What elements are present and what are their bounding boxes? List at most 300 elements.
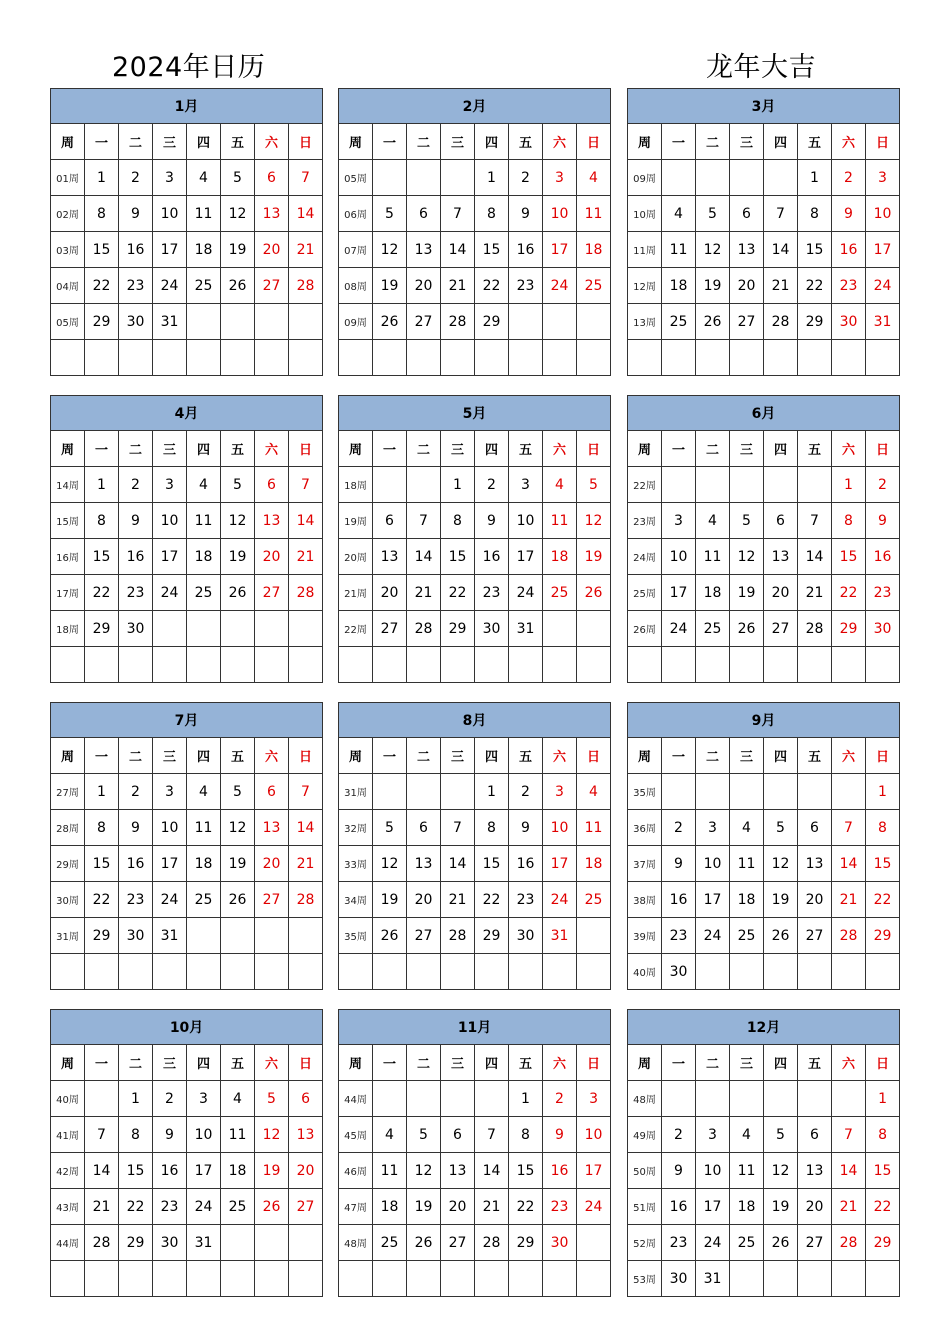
weekday-header: 六: [543, 1045, 577, 1081]
weekday-header: 三: [730, 431, 764, 467]
day-cell: 21: [85, 1189, 119, 1225]
day-cell: 13: [373, 539, 407, 575]
month-calendar: [627, 395, 899, 684]
day-cell: 24: [153, 575, 187, 611]
month-header: 2月: [339, 89, 611, 124]
week-row: [339, 196, 611, 232]
day-cell: 16: [119, 539, 153, 575]
day-cell: 16: [662, 882, 696, 918]
month-header: 5月: [339, 396, 611, 431]
day-cell: [866, 340, 900, 376]
week-row: [339, 846, 611, 882]
week-number-header: 周: [51, 124, 85, 160]
week-row: [628, 1261, 900, 1297]
day-cell: [407, 647, 441, 683]
week-number: 15周: [51, 503, 85, 539]
day-cell: 20: [798, 1189, 832, 1225]
week-number: 18周: [51, 611, 85, 647]
day-cell: 12: [373, 846, 407, 882]
day-cell: 10: [662, 539, 696, 575]
day-cell: 13: [730, 232, 764, 268]
day-cell: 15: [85, 846, 119, 882]
day-cell: [187, 304, 221, 340]
day-cell: 29: [798, 304, 832, 340]
day-cell: 16: [832, 232, 866, 268]
day-cell: [543, 304, 577, 340]
day-cell: [221, 304, 255, 340]
day-cell: [730, 1261, 764, 1297]
day-cell: 21: [832, 882, 866, 918]
week-number: 36周: [628, 810, 662, 846]
weekday-header: 二: [119, 1045, 153, 1081]
week-row: [339, 1081, 611, 1117]
day-cell: 9: [509, 196, 543, 232]
weekday-header: 二: [407, 1045, 441, 1081]
day-cell: 8: [798, 196, 832, 232]
day-cell: [696, 340, 730, 376]
day-cell: 7: [289, 467, 323, 503]
day-cell: 3: [509, 467, 543, 503]
day-cell: 9: [119, 503, 153, 539]
day-cell: 13: [255, 196, 289, 232]
day-cell: 10: [696, 846, 730, 882]
day-cell: 27: [373, 611, 407, 647]
day-cell: 14: [289, 810, 323, 846]
week-row: [339, 232, 611, 268]
day-cell: 22: [509, 1189, 543, 1225]
day-cell: 4: [187, 467, 221, 503]
week-number: 40周: [51, 1081, 85, 1117]
week-row: [339, 1261, 611, 1297]
day-cell: 8: [441, 503, 475, 539]
weekday-header: 三: [730, 738, 764, 774]
week-row: [51, 810, 323, 846]
week-row: [51, 539, 323, 575]
day-cell: [475, 954, 509, 990]
day-cell: 11: [730, 1153, 764, 1189]
week-number-header: 周: [339, 1045, 373, 1081]
day-cell: 16: [866, 539, 900, 575]
week-row: [339, 1117, 611, 1153]
day-cell: 19: [221, 232, 255, 268]
month-table: [50, 88, 323, 376]
day-cell: 12: [373, 232, 407, 268]
weekday-header: 五: [221, 431, 255, 467]
day-cell: 11: [577, 810, 611, 846]
day-cell: [662, 340, 696, 376]
day-cell: 17: [866, 232, 900, 268]
day-cell: 28: [85, 1225, 119, 1261]
day-cell: 10: [577, 1117, 611, 1153]
day-cell: 25: [543, 575, 577, 611]
day-cell: 20: [255, 846, 289, 882]
day-cell: 8: [85, 810, 119, 846]
week-row: [51, 846, 323, 882]
week-number: 33周: [339, 846, 373, 882]
week-number: 17周: [51, 575, 85, 611]
day-cell: 27: [289, 1189, 323, 1225]
day-cell: [119, 1261, 153, 1297]
day-cell: 31: [153, 304, 187, 340]
day-cell: 22: [119, 1189, 153, 1225]
day-cell: 2: [832, 160, 866, 196]
day-cell: 22: [475, 268, 509, 304]
day-cell: 29: [119, 1225, 153, 1261]
week-number: 31周: [339, 774, 373, 810]
day-cell: 5: [221, 774, 255, 810]
day-cell: [696, 774, 730, 810]
day-cell: 3: [866, 160, 900, 196]
month-calendar: [338, 88, 610, 377]
day-cell: 18: [577, 232, 611, 268]
day-cell: 14: [475, 1153, 509, 1189]
day-cell: 4: [577, 774, 611, 810]
week-row: [51, 575, 323, 611]
day-cell: 15: [441, 539, 475, 575]
day-cell: [441, 1081, 475, 1117]
day-cell: 26: [764, 1225, 798, 1261]
day-cell: 20: [764, 575, 798, 611]
day-cell: 7: [798, 503, 832, 539]
day-cell: [662, 1081, 696, 1117]
day-cell: 29: [475, 304, 509, 340]
week-number: 44周: [339, 1081, 373, 1117]
day-cell: 17: [509, 539, 543, 575]
day-cell: 4: [696, 503, 730, 539]
week-row: [51, 1225, 323, 1261]
weekday-header: 六: [832, 1045, 866, 1081]
day-cell: 4: [730, 810, 764, 846]
weekday-header: 四: [764, 738, 798, 774]
month-table: [50, 395, 323, 683]
week-number-header: 周: [339, 431, 373, 467]
day-cell: 28: [832, 918, 866, 954]
month-calendar: [627, 702, 899, 991]
week-number: 30周: [51, 882, 85, 918]
day-cell: 26: [221, 575, 255, 611]
week-row: [339, 882, 611, 918]
week-number: 53周: [628, 1261, 662, 1297]
day-cell: 4: [577, 160, 611, 196]
day-cell: 30: [832, 304, 866, 340]
day-cell: 11: [187, 810, 221, 846]
day-cell: 1: [85, 774, 119, 810]
day-cell: 25: [187, 268, 221, 304]
weekday-header: 一: [373, 431, 407, 467]
day-cell: 13: [764, 539, 798, 575]
day-cell: [373, 774, 407, 810]
weekday-header: 一: [662, 1045, 696, 1081]
day-cell: [730, 160, 764, 196]
day-cell: 24: [153, 268, 187, 304]
day-cell: 15: [475, 846, 509, 882]
day-cell: [475, 1081, 509, 1117]
day-cell: 13: [798, 846, 832, 882]
weekday-header: 四: [187, 738, 221, 774]
day-cell: 21: [441, 268, 475, 304]
week-row: [628, 611, 900, 647]
day-cell: 20: [441, 1189, 475, 1225]
day-cell: 16: [509, 232, 543, 268]
day-cell: 30: [662, 1261, 696, 1297]
day-cell: 25: [187, 575, 221, 611]
weekday-header: 三: [441, 738, 475, 774]
weekday-header: 四: [187, 124, 221, 160]
day-cell: 8: [866, 1117, 900, 1153]
day-cell: [832, 1081, 866, 1117]
weekday-header: 四: [764, 431, 798, 467]
day-cell: 28: [475, 1225, 509, 1261]
weekday-header: 二: [696, 738, 730, 774]
day-cell: 10: [153, 503, 187, 539]
day-cell: [119, 954, 153, 990]
day-cell: [798, 774, 832, 810]
week-number: 38周: [628, 882, 662, 918]
day-cell: 5: [764, 810, 798, 846]
day-cell: 29: [509, 1225, 543, 1261]
day-cell: [255, 1225, 289, 1261]
weekday-header: 四: [475, 124, 509, 160]
day-cell: 14: [407, 539, 441, 575]
day-cell: 22: [832, 575, 866, 611]
week-row: [339, 503, 611, 539]
day-cell: 20: [255, 539, 289, 575]
day-cell: 6: [730, 196, 764, 232]
day-cell: [373, 340, 407, 376]
week-number: 05周: [339, 160, 373, 196]
week-number: 34周: [339, 882, 373, 918]
day-cell: 6: [798, 810, 832, 846]
weekday-header: 三: [153, 431, 187, 467]
day-cell: 20: [255, 232, 289, 268]
week-number-header: 周: [339, 738, 373, 774]
day-cell: [730, 340, 764, 376]
day-cell: [730, 467, 764, 503]
day-cell: [187, 340, 221, 376]
week-number: 44周: [51, 1225, 85, 1261]
day-cell: [798, 340, 832, 376]
week-number-header: 周: [51, 738, 85, 774]
day-cell: 7: [441, 196, 475, 232]
day-cell: 7: [832, 810, 866, 846]
day-cell: [577, 918, 611, 954]
weekday-header: 二: [407, 431, 441, 467]
week-row: [339, 575, 611, 611]
day-cell: 19: [255, 1153, 289, 1189]
day-cell: [289, 340, 323, 376]
day-cell: 11: [373, 1153, 407, 1189]
day-cell: [764, 647, 798, 683]
day-cell: 19: [577, 539, 611, 575]
day-cell: [153, 647, 187, 683]
month-table: [338, 702, 611, 990]
day-cell: 18: [730, 882, 764, 918]
day-cell: 17: [696, 882, 730, 918]
weekday-header: 五: [798, 431, 832, 467]
day-cell: 2: [543, 1081, 577, 1117]
day-cell: [798, 1261, 832, 1297]
day-cell: [509, 1261, 543, 1297]
day-cell: 22: [85, 882, 119, 918]
day-cell: [255, 918, 289, 954]
day-cell: 25: [730, 918, 764, 954]
day-cell: 6: [407, 196, 441, 232]
day-cell: [832, 340, 866, 376]
day-cell: [696, 160, 730, 196]
day-cell: 14: [441, 846, 475, 882]
month-table: [338, 88, 611, 376]
day-cell: 8: [475, 196, 509, 232]
day-cell: [798, 647, 832, 683]
week-number: [339, 340, 373, 376]
day-cell: 16: [475, 539, 509, 575]
week-row: [51, 268, 323, 304]
day-cell: 6: [798, 1117, 832, 1153]
day-cell: [289, 954, 323, 990]
day-cell: 13: [798, 1153, 832, 1189]
day-cell: 18: [662, 268, 696, 304]
week-number: [51, 647, 85, 683]
weekday-header: 四: [764, 124, 798, 160]
day-cell: 1: [475, 774, 509, 810]
day-cell: [764, 954, 798, 990]
week-row: [628, 575, 900, 611]
week-row: [51, 1189, 323, 1225]
day-cell: 19: [730, 575, 764, 611]
week-number: [339, 954, 373, 990]
week-row: [339, 340, 611, 376]
day-cell: [289, 647, 323, 683]
weekday-header: 二: [119, 431, 153, 467]
day-cell: 26: [730, 611, 764, 647]
week-number: 27周: [51, 774, 85, 810]
day-cell: 4: [543, 467, 577, 503]
week-row: [51, 611, 323, 647]
day-cell: 21: [441, 882, 475, 918]
day-cell: 21: [407, 575, 441, 611]
week-number: 51周: [628, 1189, 662, 1225]
weekday-header: 一: [85, 738, 119, 774]
day-cell: 23: [119, 882, 153, 918]
week-row: [628, 918, 900, 954]
day-cell: 18: [187, 232, 221, 268]
month-header: 8月: [339, 703, 611, 738]
day-cell: [509, 954, 543, 990]
day-cell: 15: [798, 232, 832, 268]
slogan-title: 龙年大吉: [706, 52, 816, 83]
day-cell: [662, 467, 696, 503]
day-cell: [289, 918, 323, 954]
day-cell: 3: [696, 1117, 730, 1153]
day-cell: 23: [662, 1225, 696, 1261]
day-cell: 15: [85, 232, 119, 268]
week-number: 31周: [51, 918, 85, 954]
week-row: [628, 1081, 900, 1117]
day-cell: 1: [832, 467, 866, 503]
day-cell: [85, 1081, 119, 1117]
day-cell: 26: [373, 918, 407, 954]
week-number: 02周: [51, 196, 85, 232]
day-cell: [221, 611, 255, 647]
day-cell: 12: [764, 1153, 798, 1189]
day-cell: 3: [543, 774, 577, 810]
day-cell: 8: [509, 1117, 543, 1153]
day-cell: 1: [866, 774, 900, 810]
day-cell: [577, 304, 611, 340]
week-number: 50周: [628, 1153, 662, 1189]
day-cell: 23: [153, 1189, 187, 1225]
day-cell: 4: [662, 196, 696, 232]
week-number: [339, 647, 373, 683]
weekday-header: 日: [577, 1045, 611, 1081]
day-cell: 25: [662, 304, 696, 340]
day-cell: 20: [407, 268, 441, 304]
day-cell: [373, 1261, 407, 1297]
day-cell: 24: [509, 575, 543, 611]
day-cell: 9: [119, 810, 153, 846]
weekday-header: 一: [85, 1045, 119, 1081]
week-number: 21周: [339, 575, 373, 611]
day-cell: [509, 340, 543, 376]
day-cell: 25: [730, 1225, 764, 1261]
day-cell: [832, 1261, 866, 1297]
week-number: 48周: [339, 1225, 373, 1261]
day-cell: 19: [764, 1189, 798, 1225]
day-cell: 28: [764, 304, 798, 340]
day-cell: 24: [866, 268, 900, 304]
day-cell: 30: [119, 304, 153, 340]
day-cell: 23: [119, 575, 153, 611]
day-cell: 3: [662, 503, 696, 539]
day-cell: 19: [373, 268, 407, 304]
weekday-header: 二: [696, 1045, 730, 1081]
day-cell: 16: [543, 1153, 577, 1189]
week-number-header: 周: [628, 431, 662, 467]
day-cell: 28: [832, 1225, 866, 1261]
week-number: 05周: [51, 304, 85, 340]
day-cell: 14: [289, 196, 323, 232]
week-number: 12周: [628, 268, 662, 304]
day-cell: [798, 1081, 832, 1117]
weekday-header: 二: [407, 738, 441, 774]
day-cell: 6: [255, 160, 289, 196]
week-row: [51, 160, 323, 196]
day-cell: 14: [798, 539, 832, 575]
month-calendar: [50, 702, 322, 991]
day-cell: 27: [441, 1225, 475, 1261]
weekday-header: 五: [509, 1045, 543, 1081]
day-cell: 7: [441, 810, 475, 846]
day-cell: 13: [441, 1153, 475, 1189]
day-cell: 2: [153, 1081, 187, 1117]
weekday-header: 五: [221, 738, 255, 774]
week-number-header: 周: [628, 124, 662, 160]
week-number: 45周: [339, 1117, 373, 1153]
day-cell: 23: [509, 882, 543, 918]
day-cell: 18: [221, 1153, 255, 1189]
day-cell: 30: [119, 918, 153, 954]
week-row: [339, 1225, 611, 1261]
day-cell: 31: [543, 918, 577, 954]
week-row: [628, 846, 900, 882]
day-cell: 23: [475, 575, 509, 611]
weekday-header: 二: [696, 124, 730, 160]
day-cell: 5: [764, 1117, 798, 1153]
week-number: 47周: [339, 1189, 373, 1225]
day-cell: 11: [730, 846, 764, 882]
day-cell: [153, 954, 187, 990]
day-cell: 16: [119, 846, 153, 882]
